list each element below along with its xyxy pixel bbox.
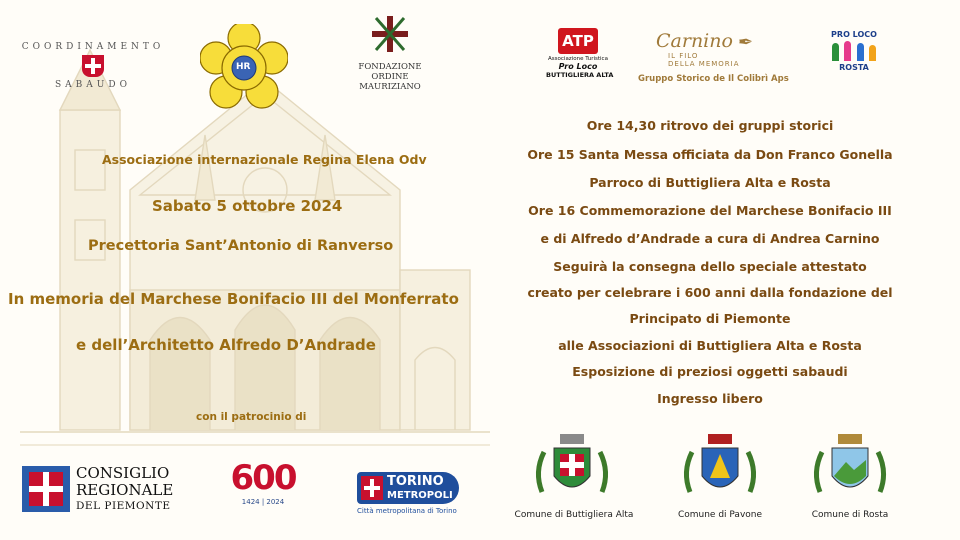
anniversary-years: 1424 | 2024 [241,498,285,506]
program-line: Parroco di Buttigliera Alta e Rosta [589,175,831,190]
comune-pavone-crest [678,432,762,508]
torino-line1: TORINO [387,474,444,489]
program-line: Principato di Piemonte [629,311,791,326]
patronage-label: con il patrocinio di [196,411,307,423]
program-line: Ingresso libero [657,391,763,406]
coordinamento-line2: SABAUDO [55,80,131,90]
comune-buttigliera-crest [530,432,614,508]
association-name: Associazione internazionale Regina Elena Odv [102,152,427,167]
torino-metropoli-logo [357,472,461,518]
consiglio-regionale-logo [22,462,180,516]
consiglio-line2: REGIONALE [76,481,174,499]
carnino-line2: DELLA MEMORIA [668,60,740,68]
savoy-shield-small-icon [361,476,383,500]
comune-name: Comune di Pavone [677,510,763,520]
event-place: Precettoria Sant’Antonio di Ranverso [88,238,394,254]
rose-logo [200,24,288,112]
carnino-line1: IL FILO [668,52,699,60]
program-line: alle Associazioni di Buttigliera Alta e Rosta [558,338,862,353]
atp-line3: BUTTIGLIERA ALTA [546,71,614,79]
feather-icon: ✒ [738,32,754,53]
memory-line2: e dell’Architetto Alfredo D’Andrade [76,336,376,354]
program-line: Esposizione di preziosi oggetti sabaudi [572,364,848,379]
anniversary-number: 600 [230,458,296,498]
program-line: Ore 15 Santa Messa officiata da Don Franco Gonella [527,147,893,162]
program-line: e di Alfredo d’Andrade a cura di Andrea Carnino [540,231,880,246]
fondazione-line1: FONDAZIONE [358,62,422,72]
torino-line2: METROPOLI [387,490,453,501]
program-line: Ore 14,30 ritrovo dei gruppi storici [586,118,834,133]
program-line: creato per celebrare i 600 anni dalla fondazione del [527,285,893,300]
carnino-script: Carnino [656,30,733,52]
fondazione-mauriziano-logo [340,12,440,92]
carnino-caption: Gruppo Storico de Il Colibrì Aps [638,74,789,84]
fondazione-line3: MAURIZIANO [359,82,421,92]
comune-name: Comune di Buttigliera Alta [514,510,634,520]
fondazione-line2: ORDINE [371,72,409,82]
proloco-rosta-logo [826,30,882,72]
coordinamento-sabaudo-logo [8,42,178,90]
program-line: Seguirà la consegna dello speciale attestato [553,259,867,274]
atp-line1: Associazione Turistica [548,56,608,62]
torino-caption: Città metropolitana di Torino [357,507,457,515]
mauriziano-cross-icon [370,12,410,56]
people-figures-icon [826,41,882,63]
consiglio-line1: CONSIGLIO [76,464,170,482]
piemonte-flag-icon [22,466,70,512]
atp-mark: ATP [558,28,598,54]
program-line: Ore 16 Commemorazione del Marchese Bonifacio III [528,203,892,218]
carnino-logo [638,30,788,86]
rosta-crest-icon [808,432,892,504]
hr-monogram: HR [236,62,251,72]
atp-line2: Pro Loco [558,62,598,71]
proloco-rosta-line2: ROSTA [839,63,869,72]
buttigliera-crest-icon [530,432,614,504]
memory-line1: In memoria del Marchese Bonifacio III del Monferrato [8,290,459,308]
coordinamento-line1: COORDINAMENTO [21,42,165,52]
comune-rosta-crest [808,432,892,508]
atp-proloco-logo [546,28,614,79]
torino-badge [357,472,459,504]
pavone-crest-icon [678,432,762,504]
anniversary-600-logo [220,458,306,520]
consiglio-line3: DEL PIEMONTE [76,500,171,512]
event-date: Sabato 5 ottobre 2024 [152,197,343,215]
comune-name: Comune di Rosta [811,510,889,520]
proloco-rosta-line1: PRO LOCO [831,30,877,39]
savoy-shield-icon [82,55,104,77]
